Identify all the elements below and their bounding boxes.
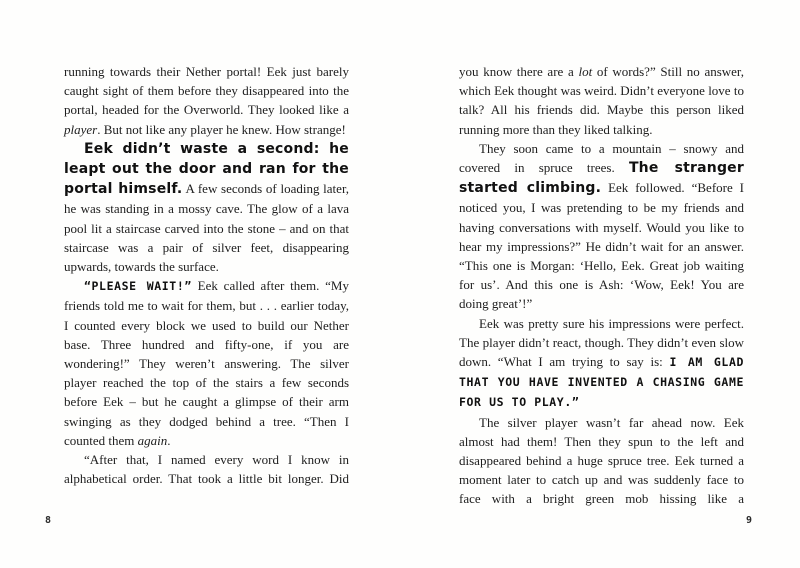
text-run: you know there are a — [459, 64, 579, 79]
italic-text-run: again — [137, 432, 168, 448]
paragraph — [459, 62, 744, 139]
text-run: Eek followed. “Before I noticed you, I was pretending to be my friends and having conversations with myself. Would you like to hear my impressions?” He didn’t wait for an answer. “This one is Morgan: ‘Hello, Eek. Great job waiting for us’. And this one is Ash: ‘Wow, Eek! You are doing great’!” — [459, 180, 744, 312]
pixel-display-run: I AM GLAD THAT YOU HAVE INVENTED A CHASING GAME FOR US TO PLAY.” — [459, 355, 744, 410]
bold-display-run: The stranger started climbing. — [459, 160, 744, 197]
text-run: running towards their Nether portal! Eek just barely caught sight of them before they disappeared into the portal, headed for the Overworld. They looked like a — [64, 64, 349, 118]
text-run: of words?” Still no answer, which Eek thought was weird. Didn’t everyone love to talk? All his friends did. Maybe this person liked running more than they liked talking. — [459, 64, 744, 137]
text-run: Eek called after them. “My friends told me to wait for them, but . . . earlier today, I counted every block we used to build our Nether base. Three hundred and fifty-one, if you are wondering!” They weren’t answering. The silver player reached the top of the stairs a few seconds before Eek – but he caught a glimpse of their arm swinging as they dodged behind a tree. “Then I counted them — [64, 278, 349, 448]
paragraph — [64, 450, 349, 488]
left-page-text — [64, 62, 349, 488]
text-run: Eek was pretty sure his impressions were perfect. The player didn’t react, though. They didn’t even slow down. “What I am trying to say is: — [459, 315, 744, 370]
text-run: . — [167, 432, 171, 448]
pixel-display-run: “PLEASE WAIT!” — [84, 279, 192, 294]
paragraph — [64, 62, 349, 139]
text-run: . But not like any player he knew. How strange! — [97, 121, 346, 137]
text-run: A few seconds of loading later, he was standing in a mossy cave. The glow of a lava pool lit a staircase carved into the stone – and on that staircase was a pair of silver feet, disappearing upwards, towards the surface. — [64, 181, 349, 275]
text-run: “After that, I named every word I know in alphabetical order. That took a little bit longer. Did — [64, 452, 349, 487]
text-run: The silver player wasn’t far ahead now. Eek almost had them! Then they spun to the left and disappeared behind a huge spruce tree. Eek turned a moment later to catch up and was suddenly face to face with a bright green mob hissing like a — [459, 414, 744, 507]
paragraph — [459, 139, 744, 314]
italic-text-run: player — [64, 121, 98, 137]
italic-text-run: lot — [578, 64, 593, 79]
paragraph — [459, 413, 744, 509]
page-number-left: 8 — [45, 515, 52, 526]
right-page-text — [459, 62, 744, 509]
paragraph — [64, 139, 349, 276]
text-run: They soon came to a mountain – snowy and covered in spruce trees. — [459, 140, 744, 176]
paragraph — [64, 276, 349, 450]
paragraph — [459, 314, 744, 413]
bold-display-run: Eek didn’t waste a second: he leapt out the door and ran for the portal himself. — [64, 140, 349, 198]
page-number-right: 9 — [746, 515, 753, 526]
